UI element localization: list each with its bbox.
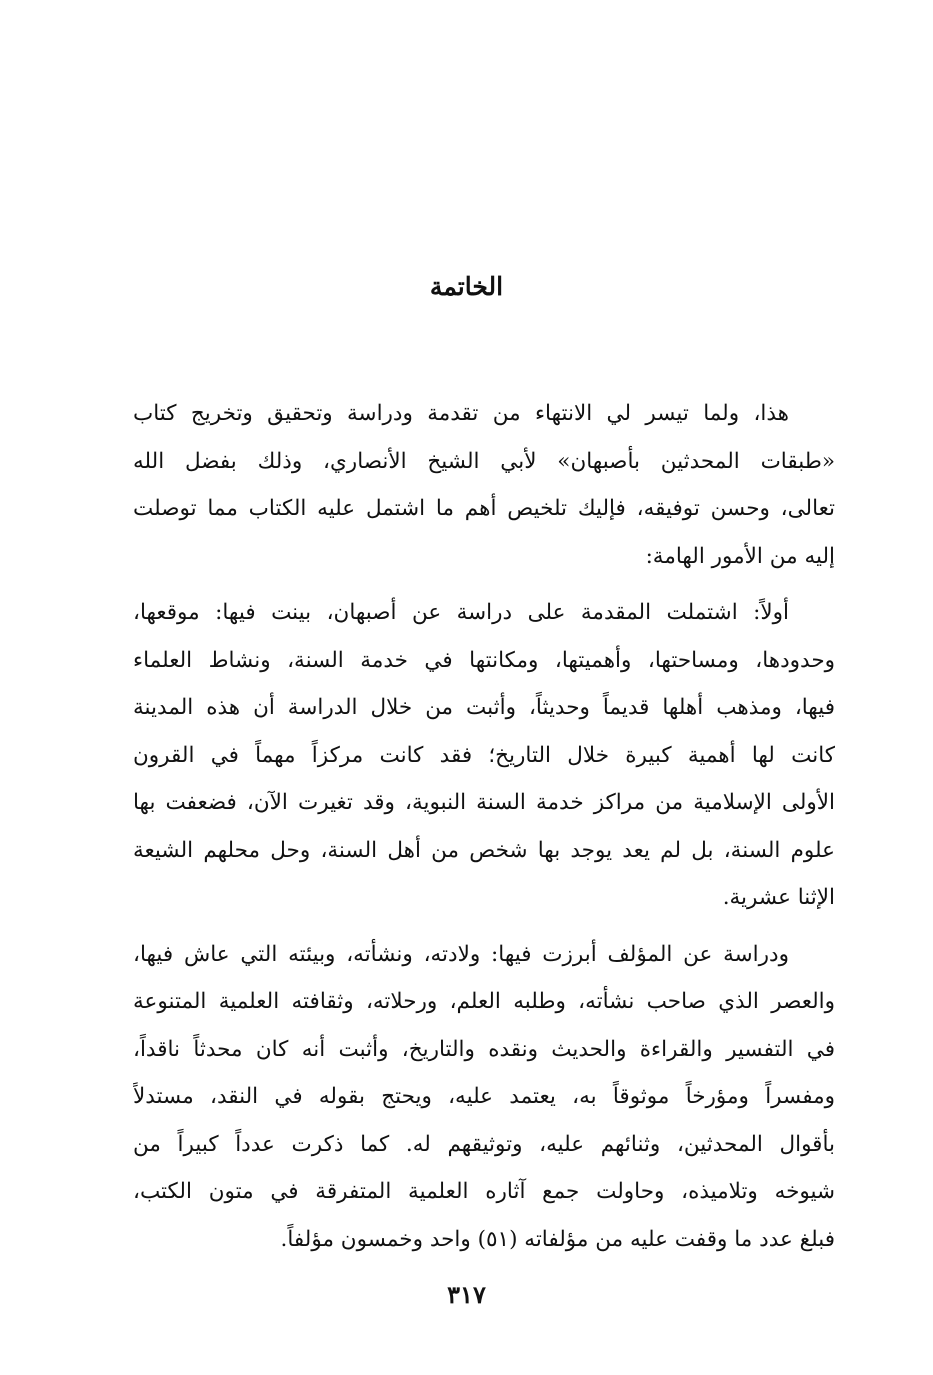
chapter-title: الخاتمة [429,272,504,301]
text-line: إليه من الأمور الهامة: [645,543,835,569]
text-line: الأولى الإسلامية من مراكز خدمة السنة النبوية، وقد تغيرت الآن، فضعفت بها [133,790,835,815]
paragraph-author-study [133,931,835,1264]
text-line: كانت لها أهمية كبيرة خلال التاريخ؛ فقد كانت مركزاً مهماً في القرون [133,742,835,768]
text-line: ومفسراً ومؤرخاً موثوقاً به، يعتمد عليه، ويحتج بقوله في النقد، مستدلاً [133,1084,835,1109]
text-line: وحدودها، ومساحتها، وأهميتها، ومكانتها في خدمة السنة، ونشاط العلماء [133,647,835,673]
text-line: تعالى، وحسن توفيقه، فإليك تلخيص أهم ما اشتمل عليه الكتاب مما توصلت [133,496,835,521]
text-line: بأقوال المحدثين، وثنائهم عليه، وتوثيقهم له. كما ذكرت عدداً كبيراً من [133,1131,835,1157]
text-line: فبلغ عدد ما وقفت عليه من مؤلفاته (٥١) واحد وخمسون مؤلفاً. [280,1226,835,1252]
text-line: علوم السنة، بل لم يعد يوجد بها شخص من أهل السنة، وحل محلهم الشيعة [133,837,835,863]
text-line: في التفسير والقراءة والحديث ونقده والتاريخ، وأثبت أنه كان محدثاً ناقداً، [133,1036,835,1062]
text-line: شيوخه وتلاميذه، وحاولت جمع آثاره العلمية المتفرقة في متون الكتب، [133,1179,835,1204]
paragraph-intro [133,390,835,580]
text-line: «طبقات المحدثين بأصبهان» لأبي الشيخ الأنصاري، وذلك بفضل الله [133,448,835,474]
text-line: فيها، ومذهب أهلها قديماً وحديثاً، وأثبت من خلال الدراسة أن هذه المدينة [133,695,835,720]
text-line: هذا، ولما تيسر لي الانتهاء من تقدمة ودراسة وتحقيق وتخريج كتاب [133,401,789,426]
paragraph-first-point [133,589,835,922]
text-line: أولاً: اشتملت المقدمة على دراسة عن أصبهان، بينت فيها: موقعها، [133,600,789,625]
body-text [133,390,835,1263]
text-line: والعصر الذي صاحب نشأته، وطلبه العلم، ورحلاته، وثقافته العلمية المتنوعة [133,989,835,1014]
text-line: ودراسة عن المؤلف أبرزت فيها: ولادته، ونشأته، وبيئته التي عاش فيها، [133,941,789,967]
text-line: الإثنا عشرية. [722,885,835,910]
page-number: ٣١٧ [447,1280,486,1309]
